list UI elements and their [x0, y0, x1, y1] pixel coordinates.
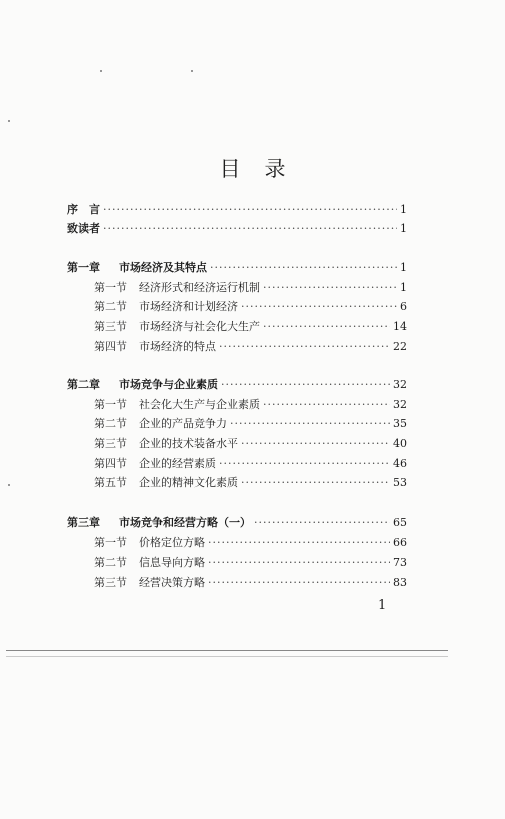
chapter-title: 市场竞争与企业素质	[119, 378, 218, 391]
toc-page-number: 73	[393, 556, 407, 569]
section-number: 第二节	[94, 556, 127, 569]
section-number: 第三节	[94, 437, 127, 450]
toc-section[interactable]	[94, 398, 407, 412]
toc-section[interactable]	[94, 437, 407, 451]
dot-leader	[254, 516, 390, 530]
dot-leader	[241, 300, 397, 314]
section-title: 企业的产品竞争力	[139, 417, 227, 430]
dot-leader	[103, 222, 397, 236]
dot-leader	[241, 476, 390, 490]
dot-leader	[210, 261, 397, 275]
toc-entry-label: 序 言	[67, 203, 100, 216]
toc-page-number: 1	[400, 281, 407, 294]
scan-speck	[191, 70, 193, 72]
toc-section[interactable]	[94, 340, 407, 354]
toc-chapter-1[interactable]	[67, 261, 407, 275]
section-title: 企业的经营素质	[139, 457, 216, 470]
dot-leader	[208, 556, 390, 570]
dot-leader	[241, 437, 390, 451]
section-number: 第五节	[94, 476, 127, 489]
scan-speck	[8, 120, 10, 122]
dot-leader	[263, 398, 390, 412]
section-title: 价格定位方略	[139, 536, 205, 549]
dot-leader	[208, 576, 390, 590]
section-title: 企业的精神文化素质	[139, 476, 238, 489]
toc-section[interactable]	[94, 556, 407, 570]
toc-section[interactable]	[94, 417, 407, 431]
chapter-number: 第二章	[67, 378, 100, 391]
chapter-title: 市场经济及其特点	[119, 261, 207, 274]
dot-leader	[219, 457, 390, 471]
section-number: 第三节	[94, 576, 127, 589]
scan-speck	[8, 484, 10, 486]
toc-entry-label: 致读者	[67, 222, 100, 235]
toc-page-number: 66	[393, 536, 407, 549]
section-title: 经营决策方略	[139, 576, 205, 589]
section-title: 经济形式和经济运行机制	[139, 281, 260, 294]
page-title: 目录	[219, 157, 310, 181]
dot-leader	[221, 378, 390, 392]
toc-section[interactable]	[94, 536, 407, 550]
toc-chapter-2[interactable]	[67, 378, 407, 392]
section-number: 第四节	[94, 340, 127, 353]
page-number: 1	[378, 598, 387, 613]
section-number: 第一节	[94, 536, 127, 549]
toc-page-number: 1	[400, 222, 407, 235]
toc-page-number: 32	[393, 378, 407, 391]
toc-entry-to-readers[interactable]	[67, 222, 407, 236]
chapter-number: 第一章	[67, 261, 100, 274]
chapter-title: 市场竞争和经营方略（一）	[119, 516, 251, 529]
dot-leader	[263, 281, 397, 295]
toc-page-number: 46	[393, 457, 407, 470]
section-number: 第一节	[94, 281, 127, 294]
chapter-number: 第三章	[67, 516, 100, 529]
toc-page-number: 83	[393, 576, 407, 589]
toc-page-number: 65	[393, 516, 407, 529]
toc-page-number: 22	[393, 340, 407, 353]
dot-leader	[103, 203, 397, 217]
dot-leader	[219, 340, 390, 354]
page-edge-rule	[6, 650, 448, 651]
section-title: 市场经济与社会化大生产	[139, 320, 260, 333]
toc-page-number: 53	[393, 476, 407, 489]
toc-section[interactable]	[94, 281, 407, 295]
toc-section[interactable]	[94, 300, 407, 314]
toc-page-number: 40	[393, 437, 407, 450]
toc-page-number: 1	[400, 203, 407, 216]
toc-page-number: 32	[393, 398, 407, 411]
toc-chapter-3[interactable]	[67, 516, 407, 530]
section-number: 第三节	[94, 320, 127, 333]
section-title: 市场经济和计划经济	[139, 300, 238, 313]
section-number: 第一节	[94, 398, 127, 411]
section-title: 市场经济的特点	[139, 340, 216, 353]
dot-leader	[208, 536, 390, 550]
section-title: 企业的技术装备水平	[139, 437, 238, 450]
section-title: 信息导向方略	[139, 556, 205, 569]
section-number: 第二节	[94, 300, 127, 313]
section-number: 第四节	[94, 457, 127, 470]
toc-page-number: 35	[393, 417, 407, 430]
page-edge-rule	[6, 656, 448, 657]
dot-leader	[263, 320, 390, 334]
toc-page-number: 14	[393, 320, 407, 333]
toc-page-number: 1	[400, 261, 407, 274]
toc-page-number: 6	[400, 300, 407, 313]
toc-section[interactable]	[94, 476, 407, 490]
toc-entry-preface[interactable]	[67, 203, 407, 217]
dot-leader	[230, 417, 390, 431]
toc-section[interactable]	[94, 576, 407, 590]
scan-speck	[100, 70, 102, 72]
section-number: 第二节	[94, 417, 127, 430]
section-title: 社会化大生产与企业素质	[139, 398, 260, 411]
toc-section[interactable]	[94, 320, 407, 334]
toc-section[interactable]	[94, 457, 407, 471]
